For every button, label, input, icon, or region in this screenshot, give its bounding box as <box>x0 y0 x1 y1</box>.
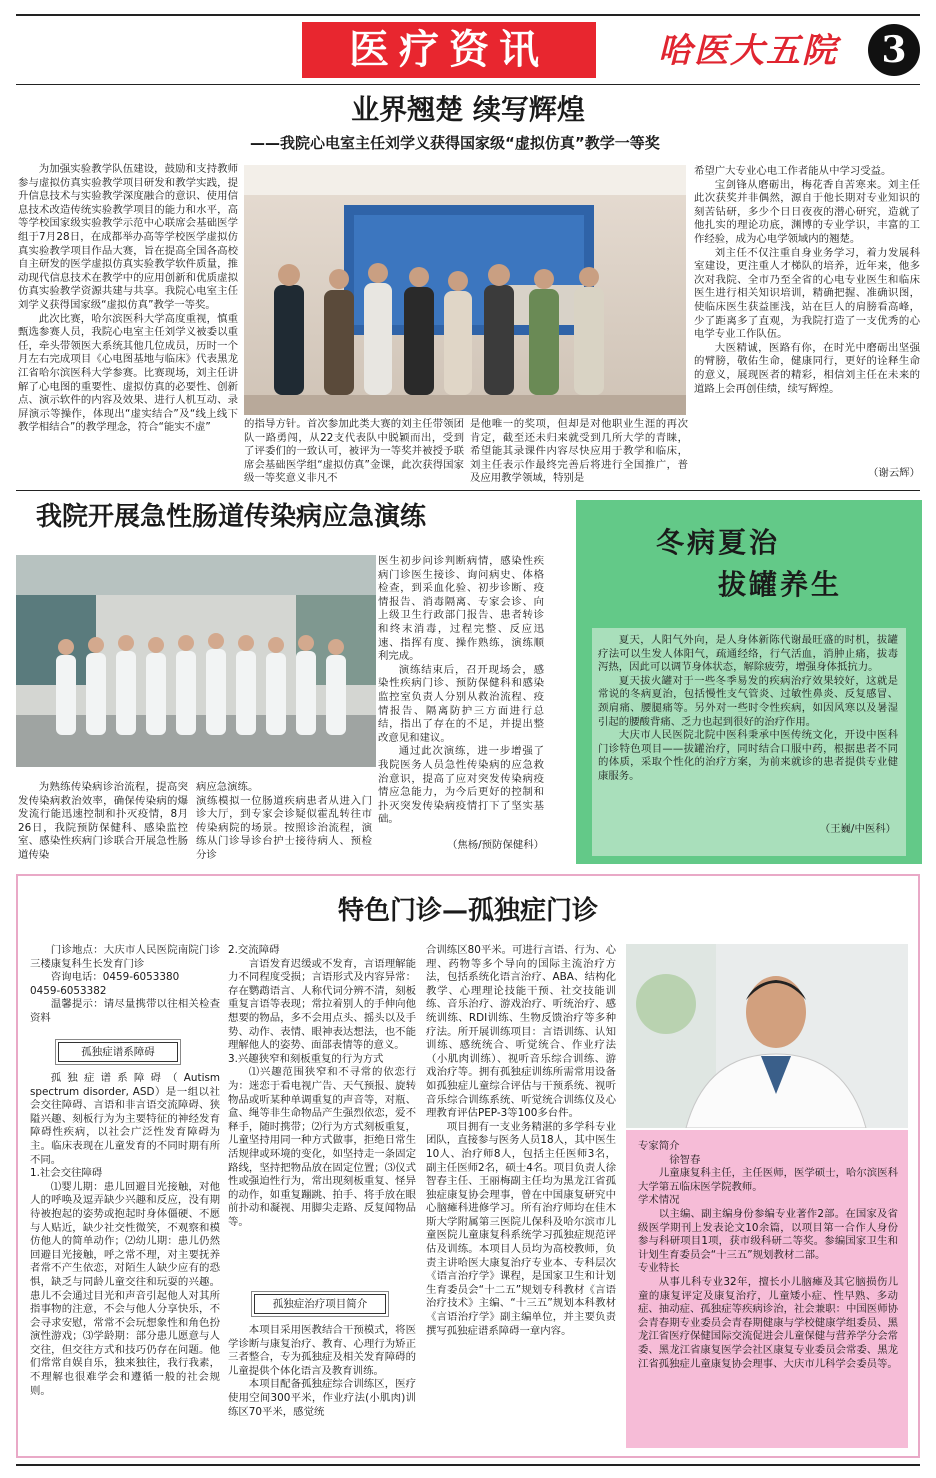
header-rule <box>16 84 920 85</box>
paragraph: ⑴婴儿期：患儿回避目光接触，对他人的呼唤及逗弄缺少兴趣和反应，没有期待被抱起的姿势或抱起时身体僵硬、不愿与人贴近，缺少社交性微笑，不观察和模仿他人的简单动作；⑵幼儿期：患儿仍然回避目光接触，呼之常不理，对主要抚养者常不产生依恋，对陌生人缺少应有的恐惧，缺乏与同龄儿童交往和玩耍的兴趣。患儿不会通过目光和声音引起他人对其所指事物的注意，不会与他人分享快乐，不会寻求安慰，常常不会玩想象性和角色扮演性游戏；⑶学龄期：部分患儿愿意与人交往，但交往方式和技巧仍存在问题。他们常常自娱自乐，独来独往，我行我素，不理解也很难学会和遵循一般的社会规则。 <box>30 1180 220 1397</box>
emergency-drill-image <box>16 555 376 767</box>
paragraph: 演练结束后，召开现场会，感染性疾病门诊、预防保健科和感染监控室负责人分别从救治流程、疫情报告、隔离防护三方面进行总结，指出了存在的不足，并提出整改意见和建议。 <box>378 663 544 744</box>
profile-intro: 儿童康复科主任，主任医师，医学硕士，哈尔滨医科大学第五临床医学院教师。 <box>638 1167 898 1193</box>
paragraph: 孤独症谱系障碍（Autism spectrum disorder, ASD）是一组以社会交往障碍、言语和非言语交流障碍、狭隘兴趣、刻板行为为主要特征的神经发育障碍性疾病，以社会广泛性发育障碍为主。临床表现在儿童发育的不同时期有所不同。 <box>30 1072 220 1166</box>
expert-profile <box>638 1140 898 1371</box>
paragraph: 3.兴趣狭窄和刻板重复的行为方式 <box>228 1052 384 1065</box>
article1-col1 <box>18 163 238 435</box>
paragraph: 病应急演练。 演练模拟一位肠道疾病患者从进入门诊大厅，到专家会诊疑似霍乱转往市传染病院的场景。按照诊治流程，演练从门诊导诊台护士接待病人、预检分诊 <box>196 781 372 861</box>
profile-academic-text: 以主编、副主编身份参编专业著作2部。在国家及省级医学期刊上发表论文10余篇，以项目第一合作人身份参与科研项目1项，获市级科研二等奖。参编国家卫生和计划生育委员会“十三五”规划教材二部。 <box>638 1207 898 1261</box>
profile-heading: 专家简介 <box>638 1140 680 1152</box>
article3-title-line1: 冬病夏治 <box>656 526 781 559</box>
paragraph: 本项目配备孤独症综合训练区，医疗使用空间300平米，作业疗法(小肌肉)训练区70平米，感觉统 <box>228 1378 416 1418</box>
clinic-phone-2: 0459-6053382 <box>30 984 107 997</box>
paragraph: 言语发育迟缓或不发育，言语理解能力不同程度受损；言语形式及内容异常：存在鹦鹉语言、人称代词分辨不清，刻板重复言语等表现；常拉着别人的手伸向他想要的物品，多不会用点头、摇头以及手势、动作、表情、眼神表达想法，也不能理解他人的姿势、面部表情等的意义。 <box>228 957 416 1052</box>
paragraph: 刘主任不仅注重自身业务学习，着力发展科室建设，更注重人才梯队的培养，近年来，他多次对我院、全市乃至全省的心电专业医生和临床医生进行相关知识培训，精确把握、准确识图，使临床医生获益匪浅，站在巨人的肩膀看高峰，少了距离多了直观，为我院打造了一支优秀的心电学专业工作队伍。 <box>694 246 920 341</box>
doctor-portrait-image <box>626 944 908 1128</box>
paragraph: 此次比赛，哈尔滨医科大学高度重视，慎重甄选参赛人员，我院心电室主任刘学义被委以重任，牵头带领医大系统其他几位成员，历时一个月左右完成项目《心电图基地与临床》代表黑龙江省哈尔滨医科大学参赛。比赛现场，刘主任讲解了心电图的重要性、虚拟仿真的必要性、创新点、演示软件的内容及效果、进行人机互动、录屏演示等操作，体现出“虚实结合”及“线上线下教学相结合”的教学理念，符合“能实不虚” <box>18 312 238 434</box>
paragraph: ⑴兴趣范围狭窄和不寻常的依恋行为：迷恋于看电视广告、天气预报、旋转物品或听某种单调重复的声音等，对瓶、盒、绳等非生命物品产生强烈依恋，爱不释手，随时携带；⑵行为方式刻板重复，儿童坚持用同一种方式做事，拒绝日常生活规律或环境的变化，如坚持走一条固定路线，坚持把物品放在固定位置；⑶仪式性或强迫性行为，常出现刻板重复、怪异的动作，如重复蹦跳、拍手、将手放在眼前扑动和凝视、用脚尖走路、反复闻物品等。 <box>228 1066 416 1228</box>
article3-title-line2: 拔罐养生 <box>718 568 843 601</box>
paragraph: 为熟练传染病诊治流程，提高突发传染病救治效率，确保传染病的爆发流行能迅速控制和扑灭疫情，8月26日，我院预防保健科、感染监控室、感染性疾病门诊联合开展急性肠道传染 <box>18 781 188 861</box>
bottom-rule <box>16 1464 920 1466</box>
paragraph: 大医精诚，医路有你，在时光中磨砺出坚强的臂膀，敬佑生命，健康同行，更好的诠释生命的意义，展现医者的精彩，相信刘主任在未来的道路上会再创佳绩，续写辉煌。 <box>694 341 920 395</box>
doctor-portrait <box>626 944 908 1128</box>
autism-spectrum-tag: 孤独症谱系障碍 <box>58 1042 178 1062</box>
paragraph: 1.社会交往障碍 <box>30 1167 103 1180</box>
profile-name: 徐智春 <box>669 1153 701 1166</box>
paragraph: 夏天拔火罐对于一些冬季易发的疾病治疗效果较好，这就是常说的冬病夏治，包括慢性支气管炎、过敏性鼻炎、反复感冒、颈肩痛、腰腿痛等。另外对一些时令性疾病，如因风寒以及暑湿引起的腰酸背痛、乏力也起到很好的治疗作用。 <box>598 674 898 728</box>
section-title: 医疗资讯 <box>349 26 549 73</box>
article4-col2 <box>228 944 416 1229</box>
profile-section-academic: 学术情况 <box>638 1194 680 1207</box>
award-photo <box>244 165 686 415</box>
article1-col2 <box>244 418 464 486</box>
paragraph: 本项目采用医教结合干预模式，将医学诊断与康复治疗、教育、心理行为矫正三者整合，专为孤独症及相关发育障碍的儿童提供个体化语言及教育训练。 <box>228 1324 416 1377</box>
article4-title: 特色门诊—孤独症门诊 <box>337 896 598 926</box>
page-number: 3 <box>868 24 920 76</box>
article3-byline: （王巍/中医科） <box>819 823 896 835</box>
article2-byline: （焦杨/预防保健科） <box>446 839 544 851</box>
article4-col1 <box>30 944 220 1026</box>
article4-col1-body <box>30 1072 220 1398</box>
paragraph: 大庆市人民医院北院中医科秉承中医传统文化，开设中医科门诊特色项目——拔罐治疗，同时结合口服中药，根据患者不同的体质，采取个性化的治疗方案，为前来就诊的患者提供专业健康服务。 <box>598 729 898 782</box>
paragraph: 为加强实验教学队伍建设，鼓励和支持教师参与虚拟仿真实验教学项目研发和教学实践，提升信息技术与实验教学深度融合的意识、使用信息技术改造传统实验教学项目的能力和水平，高等学校国家级实验教学示范中心联席会基础医学组于7月28日，在成都举办高等学校医学虚拟仿真实验教学项目作品大赛，旨在提高全国各高校自主研发的医学虚拟仿真实验教学软件质量，推动现代信息技术在教学中的应用创新和优质虚拟仿真实验教学资源共建与共享。我院心电室主任刘学义获得国家级“虚拟仿真”教学一等奖。 <box>18 163 238 311</box>
paragraph: 希望广大专业心电工作者能从中学习受益。 <box>694 165 892 177</box>
article1-title: 业界翘楚 续写辉煌 <box>351 93 585 126</box>
article2-title: 我院开展急性肠道传染病应急演练 <box>36 502 427 532</box>
article2-col1 <box>18 781 188 863</box>
article1-col3 <box>470 418 688 486</box>
paragraph: 通过此次演练，进一步增强了我院医务人员急性传染病的应急救治意识，提高了应对突发传染病疫情应急能力，为今后更好的控制和扑灭突发传染病疫情打下了坚实基础。 <box>378 745 544 826</box>
article2-col3 <box>378 555 544 827</box>
article1-subtitle: ——我院心电室主任刘学义获得国家级“虚拟仿真”教学一等奖 <box>250 134 660 152</box>
article2-col2 <box>196 781 372 863</box>
paragraph: 的指导方针。首次参加此类大赛的刘主任带领团队一路勇闯，从22支代表队中脱颖而出，受到了评委们的一致认可，被评为一等奖并被授予联席会基础医学组“虚拟仿真”金课，此次获得国家级一等奖意义非凡不 <box>244 418 464 485</box>
drill-photo <box>16 555 376 767</box>
clinic-tip: 温馨提示：请尽量携带以往相关检查资料 <box>30 998 220 1024</box>
article1-col4 <box>694 165 920 396</box>
profile-specialty-text: 从事儿科专业32年，擅长小儿脑瘫及其它脑损伤儿童的康复评定及康复治疗，儿童矮小症、性早熟、多动症、抽动症、孤独症等疾病诊治，社会兼职：中国医师协会青春期专业委员会青春期健康与学校健康学组委员、黑龙江省医疗保健国际交流促进会儿童保健与营养学分会常委、黑龙江省康复医学会社区康复专业委员会常委、黑龙江省孤独症儿童康复协会理事、大庆市儿科学会委员等。 <box>638 1275 898 1370</box>
paragraph: 合训练区80平米。可进行言语、行为、心理、药物等多个导向的国际主流治疗方法，包括系统化语言治疗、ABA、结构化教学、心理理论技能干预、社交技能训练、音乐治疗、游戏治疗、听统治疗、感统训练、RDI训练、生物反馈治疗等多种疗法。所开展训练项目：言语训练、认知训练、感统统合、听觉统合、作业疗法（小肌肉训练）、视听音乐综合训练、游戏治疗等。拥有孤独症训练所需常用设备如孤独症儿童综合评估与干预系统、视听音乐综合训练系统、听觉统合训练仪及心理教育评估PEP-3等100多台件。 <box>426 944 616 1120</box>
paper-name: 哈医大五院 <box>658 31 838 71</box>
article4-col3 <box>426 944 616 1338</box>
paragraph: 是他唯一的奖项，但却是对他职业生涯的再次肯定，截至还未归来就受到几所大学的青睐，希望能其录课件内容尽快应用于教学和临床，刘主任表示作最终完善后将进行全国推广，普及应用教学领域，特别是 <box>470 418 688 485</box>
clinic-phone: 咨询电话：0459-6053380 <box>50 971 180 984</box>
treatment-project-tag: 孤独症治疗项目简介 <box>254 1294 386 1314</box>
profile-section-specialty: 专业特长 <box>638 1262 680 1275</box>
section-rule <box>16 490 920 491</box>
paragraph: 夏天，人阳气外向，是人身体新陈代谢最旺盛的时机，拔罐疗法可以生发人体阳气，疏通经络，行气活血，消肿止痛，拔毒泻热，因此可以调节身体状态，解除疲劳，增强身体抵抗力。 <box>598 634 898 674</box>
clinic-location: 门诊地点：大庆市人民医院南院门诊三楼康复科生长发育门诊 <box>30 944 220 970</box>
article1-byline: （谢云辉） <box>868 467 920 479</box>
paragraph: 医生初步问诊判断病情，感染性疾病门诊医生接诊、询问病史、体格检查，到采血化验、初步诊断、疫情报告、消毒隔离、专家会诊、向上级卫生行政部门报告、患者转诊和终末消毒，过程完整、反应迅速、指挥有度、操作熟练，演练顺利完成。 <box>378 555 544 663</box>
paragraph: 2.交流障碍 <box>228 944 280 956</box>
paragraph: 宝剑锋从磨砺出，梅花香自苦寒来。刘主任此次获奖并非偶然，源自于他长期对专业知识的刻苦钻研，多少个日日夜夜的潜心研究，造就了他扎实的理论功底，渊博的专业学识，丰富的工作经验，成为心电学领域内的翘楚。 <box>694 178 920 245</box>
paragraph: 项目拥有一支业务精湛的多学科专业团队，直接参与医务人员18人，其中医生10人、治疗师8人，包括主任医师3名，副主任医师2名，硕士4名。项目负责人徐智春主任、王丽梅副主任均为黑龙江省孤独症康复协会理事，曾在中国康复研究中心脑瘫科进修学习。所有治疗师均在佳木斯大学附属第三医院儿保科及哈尔滨市儿童医院儿童康复科系统学习孤独症规范评估及训练。本项目人员均为高校教师，负责主讲哈医大康复治疗专业本、专科层次《语言治疗学》课程，是国家卫生和计划生育委员会“十二五”规划专科教材《言语治疗技术》主编、“十三五”规划本科教材《言语治疗学》副主编单位，并主要负责撰写孤独症谱系障碍一章内容。 <box>426 1120 616 1337</box>
article3-body <box>598 634 898 784</box>
top-rule <box>16 14 920 16</box>
article4-col2-tail <box>228 1324 416 1419</box>
award-ceremony-image <box>244 165 686 415</box>
